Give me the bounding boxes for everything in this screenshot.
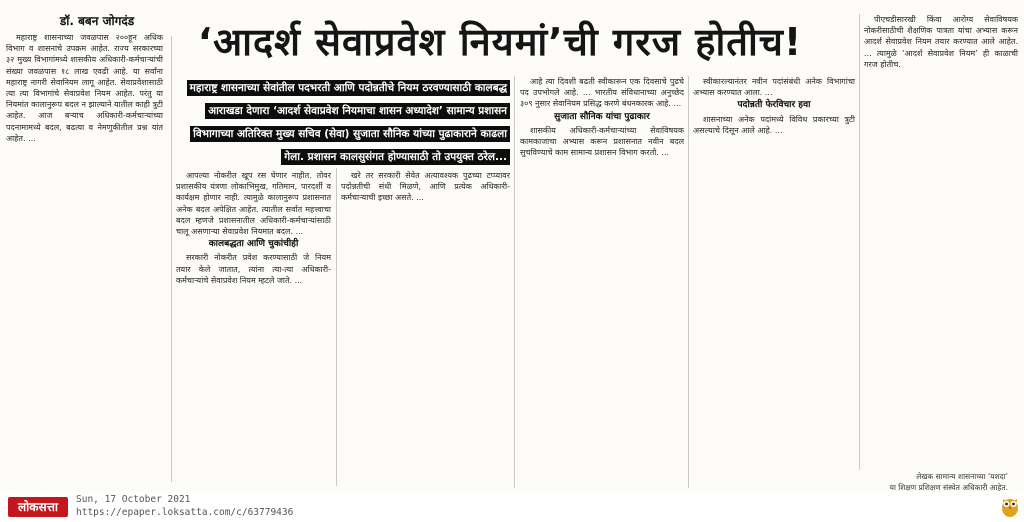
column-6 [864, 14, 1018, 468]
column-2 [176, 170, 331, 488]
column-divider [171, 36, 172, 482]
owl-icon [1000, 494, 1020, 518]
credit-line-2: या शिक्षण प्रशिक्षण संस्थेत अधिकारी आहेत. [889, 483, 1008, 492]
publication-meta [76, 494, 293, 519]
article-deck-box [176, 76, 510, 166]
column-3 [341, 170, 510, 488]
subheading: सुजाता सौनिक यांचा पुढाकार [554, 111, 650, 122]
author-credit [836, 471, 1008, 493]
credit-line-1: लेखक सामान्य शासनाच्या ‘यशदा’ [916, 472, 1008, 481]
paragraph: आपल्या नोकरीत खूप रस घेणार नाहीत. तोवर प्रशासकीय यंत्रणा लोकाभिमुख, गतिमान, पारदर्शी व कार्यक्षम होणार नाही. त्यामुळे कालानुरूप प्रशासनात अनेक बदल अपेक्षित आहेत. त्यातील सर्वात महत्त्वाचा बदल म्हणजे प्रशासनातील अधिकारी-कर्मचाऱ्यांसाठी चालू असणाऱ्या सेवाप्रवेश नियमात बदल. ... [176, 171, 331, 237]
column-4 [520, 76, 684, 488]
column-divider [859, 14, 860, 470]
column-1 [6, 32, 163, 480]
paragraph: स्वीकारल्यानंतर नवीन पदांसंबंधी अनेक विभागांचा अभ्यास करण्यात आला. ... [693, 77, 855, 98]
publication-logo[interactable]: लोकसत्ता [8, 497, 68, 517]
paragraph: आहे त्या दिवशी बढती स्वीकारून एक दिवसाचे पुढचे पद उपभोगले आहे. ... भारतीय संविधानाच्या अनुच्छेद ३०९ नुसार सेवानियम प्रसिद्ध करणे बंधनकारक आहे. ... [520, 77, 684, 109]
column-5 [693, 76, 855, 488]
paragraph: सरकारी नोकरीत प्रवेश करण्यासाठी जे नियम तयार केले जातात, त्यांना त्या-त्या अधिकारी-कर्मचाऱ्यांचे सेवाप्रवेश नियम म्हटले जाते. ... [176, 253, 331, 285]
paragraph: खरे तर सरकारी सेवेत अत्यावश्यक पुढच्या टप्प्यावर पदोन्नतीची संधी मिळणे, आणि प्रत्येक अधिकारी-कर्मचाऱ्याची इच्छा असते. ... [341, 171, 510, 203]
subheading: पदोन्नती फेरविचार हवा [737, 100, 811, 111]
publication-date: Sun, 17 October 2021 [76, 494, 191, 505]
article-headline: ‘आदर्श सेवाप्रवेश नियमां’ची गरज होतीच! [197, 20, 803, 64]
column-divider [336, 168, 337, 486]
paragraph: शासनाच्या अनेक पदांमध्ये विविध प्रकारच्या त्रुटी असल्याचे दिसून आले आहे. ... [693, 114, 855, 135]
column-divider [688, 76, 689, 488]
column-divider [514, 76, 515, 488]
author-byline: डॉ. बबन जोगदंड [59, 14, 135, 28]
article-deck: महाराष्ट्र शासनाच्या सेवांतील पदभरती आणि पदोन्नतीचे नियम ठरवण्यासाठी कालबद्ध आराखडा देणारा ‘आदर्श सेवाप्रवेश नियमाचा शासन अध्यादेश’ सामान्य प्रशासन विभागाच्या अतिरिक्त मुख्य सचिव (सेवा) सुजाता सौनिक यांच्या पुढाकाराने काढला गेला. प्रशासन कालसुसंगत होण्यासाठी तो उपयुक्त ठरेल... [187, 80, 510, 165]
paragraph: पीएचडीसारखी किंवा आरोग्य सेवाविषयक नोकरीसाठीची शैक्षणिक पात्रता यांचा अभ्यास करून आदर्श सेवाप्रवेश नियम तयार करण्यात आले आहेत. ... त्यामुळे ‘आदर्श सेवाप्रवेश नियम’ ही काळाची गरज होतीच. [864, 15, 1018, 69]
paragraph: शासकीय अधिकारी-कर्मचाऱ्यांच्या सेवाविषयक कामकाजाचा अभ्यास करून प्रशासनात नवीन बदल सुचविण्याचे काम सामान्य प्रशासन विभाग करतो. ... [520, 125, 684, 158]
paragraph: महाराष्ट्र शासनाच्या जवळपास २००हून अधिक विभाग व शासनाचे उपक्रम आहेत. राज्य सरकारच्या ३२ मुख्य विभागांमध्ये शासकीय अधिकारी-कर्मचाऱ्यांची संख्या जवळपास १८ लाख एवढी आहे. या सर्वांना महाराष्ट्र नागरी सेवानियम लागू आहेत. सेवाप्रवेशासाठी त्या त्या विभागांचे सेवाप्रवेश नियम आहेत. परंतु या नियमांत कालानुरूप बदल न झाल्याने यातील काही त्रुटी आहेत. आज बऱ्याच अधिकारी-कर्मचाऱ्यांच्या पदनामामध्ये बदल, बढत्या व नेमणुकीतील प्रश्न यांत आहेत. ... [6, 33, 163, 143]
publication-url[interactable]: https://epaper.loksatta.com/c/63779436 [76, 506, 294, 518]
footer-bar [0, 492, 1024, 522]
subheading: कालबद्धता आणि चुकांचीही [208, 239, 299, 250]
